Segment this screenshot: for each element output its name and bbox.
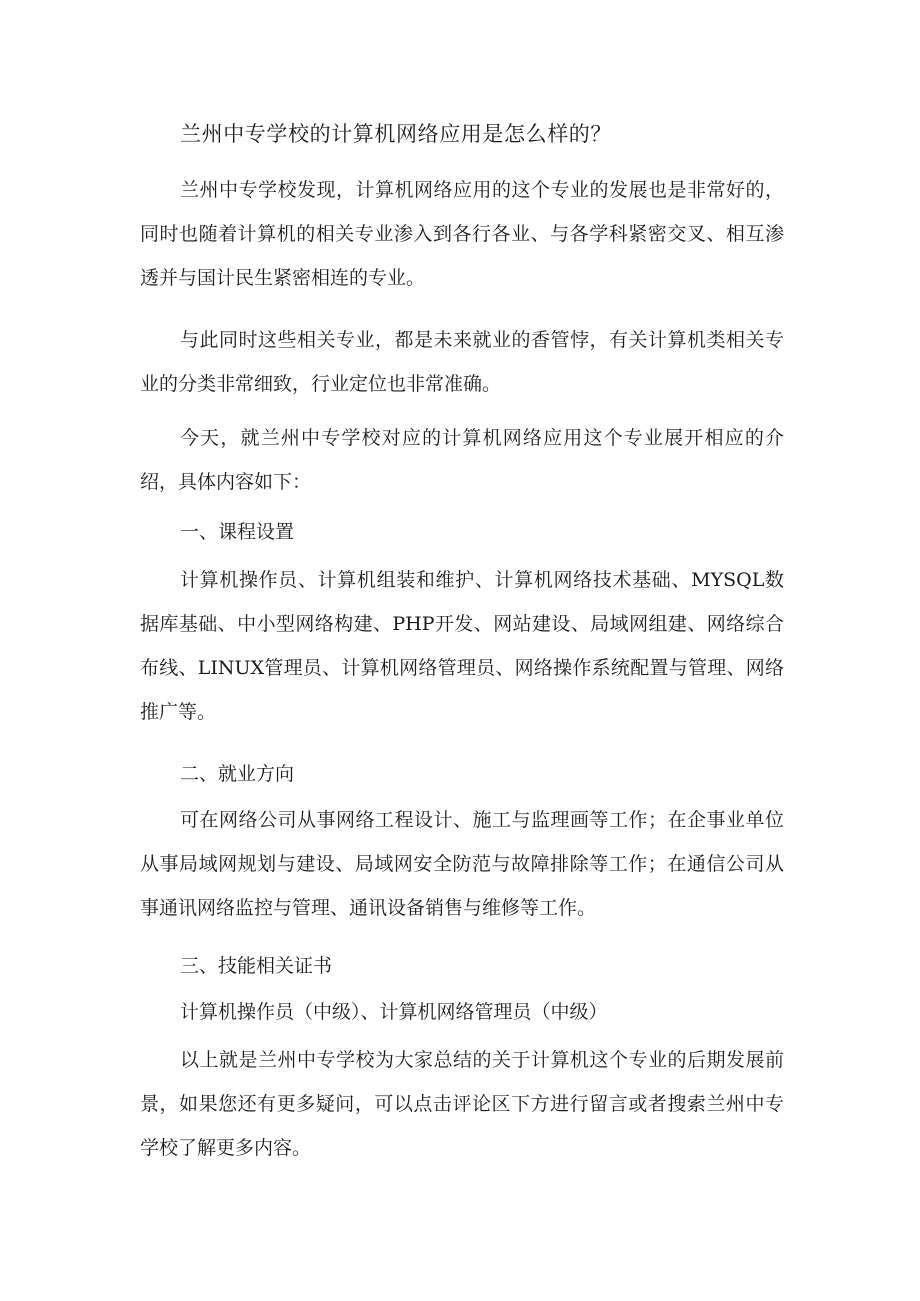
section-2-body: 可在网络公司从事网络工程设计、施工与监理画等工作；在企事业单位从事局域网规划与建设、局域网安全防范与故障排除等工作；在通信公司从事通讯网络监控与管理、通讯设备销售与维修等工作。: [140, 809, 784, 919]
section-1-heading: 一、课程设置: [180, 521, 295, 543]
closing-paragraph: 以上就是兰州中专学校为大家总结的关于计算机这个专业的后期发展前景，如果您还有更多疑问，可以点击评论区下方进行留言或者搜索兰州中专学校了解更多内容。: [140, 1049, 784, 1159]
paragraph-3: 今天，就兰州中专学校对应的计算机网络应用这个专业展开相应的介绍，具体内容如下：: [140, 427, 784, 493]
section-1-body: 计算机操作员、计算机组装和维护、计算机网络技术基础、MYSQL数据库基础、中小型网络构建、PHP开发、网站建设、局域网组建、网络综合布线、LINUX管理员、计算机网络管理员、网络操作系统配置与管理、网络推广等。: [140, 569, 784, 723]
section-2-heading: 二、就业方向: [180, 763, 295, 785]
section-3-body: 计算机操作员（中级）、计算机网络管理员（中级）: [180, 1001, 608, 1023]
intro-paragraph: 兰州中专学校发现，计算机网络应用的这个专业的发展也是非常好的，同时也随着计算机的相关专业渗入到各行各业、与各学科紧密交叉、相互渗透并与国计民生紧密相连的专业。: [140, 179, 784, 289]
document-title: 兰州中专学校的计算机网络应用是怎么样的？: [180, 122, 612, 146]
paragraph-2: 与此同时这些相关专业，都是未来就业的香管悖，有关计算机类相关专业的分类非常细致，行业定位也非常准确。: [140, 329, 784, 395]
section-3-heading: 三、技能相关证书: [180, 955, 333, 977]
